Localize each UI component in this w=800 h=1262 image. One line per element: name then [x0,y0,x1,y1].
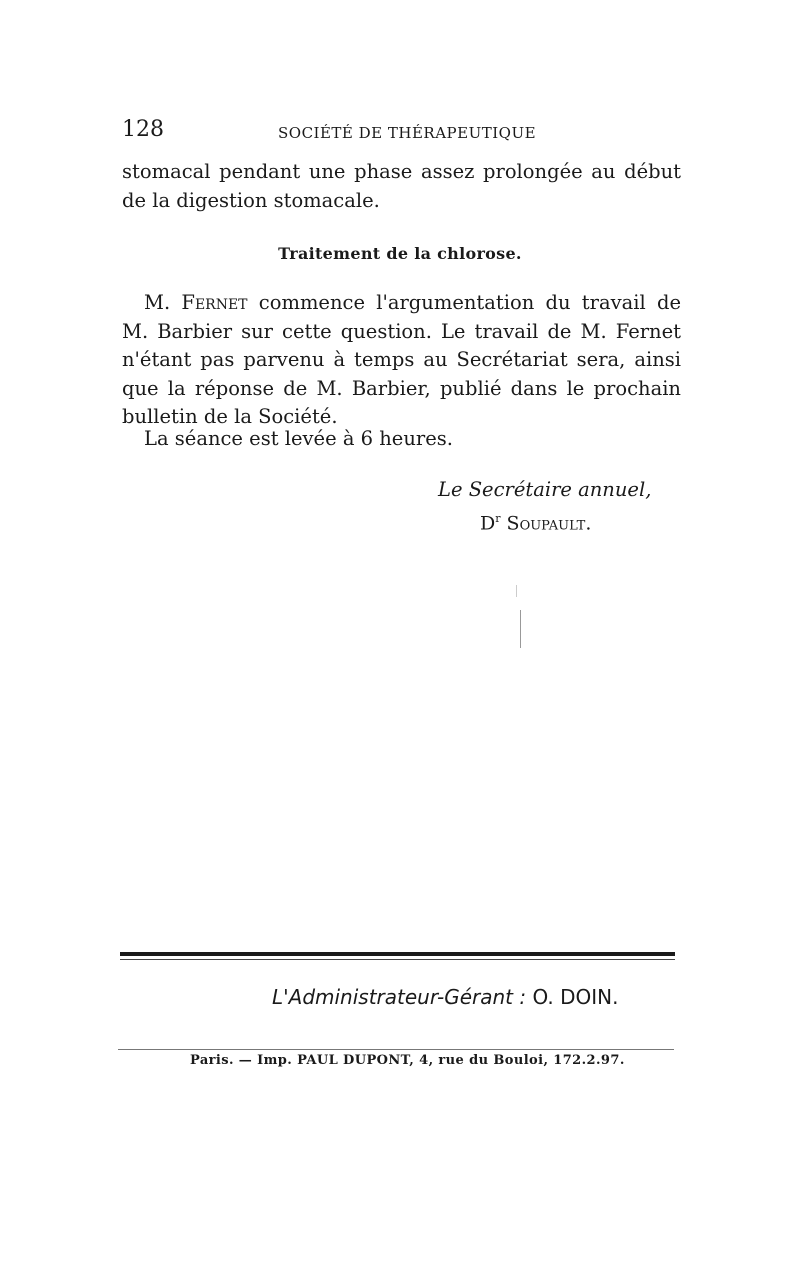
footer-rule-thin [120,959,675,960]
speaker-name: Fernet [181,291,248,314]
signature-prefix-sup: r [495,512,501,525]
paragraph-closing: La séance est levée à 6 heures. [144,427,453,450]
imprint-rule [118,1049,674,1050]
print-speck [520,610,521,648]
page-number: 128 [122,117,164,142]
paragraph-digestion: stomacal pendant une phase assez prolongée au début de la digestion stomacale. [122,160,681,212]
signature-prefix: D [480,512,496,535]
printer-imprint: Paris. — Imp. PAUL DUPONT, 4, rue du Bouloi, 172.2.97. [190,1053,625,1068]
footer-rule-thick [120,952,675,956]
section-heading: Traitement de la chlorose. [278,244,522,263]
signature-title: Le Secrétaire annuel, [438,478,652,501]
signature-surname: Soupault. [506,512,592,535]
administrator-label: L'Administrateur-Gérant : [272,985,527,1009]
print-speck [516,585,517,597]
administrator-line [272,985,618,1009]
signature-name [480,512,591,534]
administrator-name: O. DOIN. [526,985,619,1009]
paragraph-fernet-text: commence l'argumentation du travail de M. Barbier sur cette question. Le travail de M. Fernet n'étant pas parvenu à temps au Secrétariat sera, ainsi que la réponse de M. Barbier, publié dans le prochain bulletin de la Société. [122,291,681,428]
paragraph-fernet [122,289,681,432]
paragraph-fernet-prefix: M. [144,291,182,314]
running-head: SOCIÉTÉ DE THÉRAPEUTIQUE [278,124,537,142]
